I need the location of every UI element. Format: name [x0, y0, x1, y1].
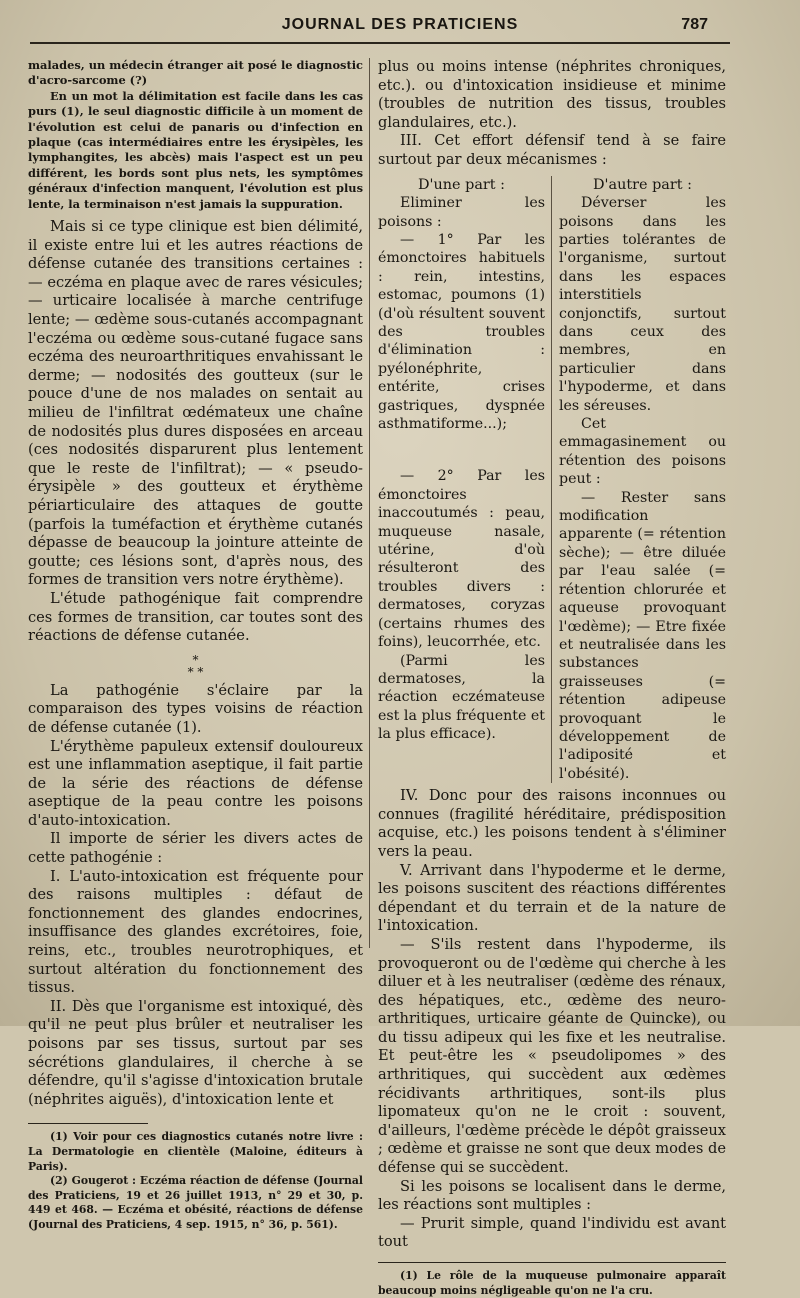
point-four-paragraph: IV. Donc pour des raisons inconnues ou connues (fragilité héréditaire, prédisposition acquise, etc.) les poisons tendent à s'éliminer vers la peau. — [378, 787, 726, 860]
footnote-1: (1) Voir pour ces diagnostics cutanés notre livre : La Dermatologie en clientèle (Maloine, éditeurs à Paris). — [28, 1130, 363, 1173]
retention-types: — Rester sans modification apparente (= rétention sèche); — être diluée par l'eau salée (= rétention chlorurée et aqueuse provoquant l'œdème); — Etre fixée et neutralisée dans les substances graisseuses (= rétention adipeuse provoquant le développement de l'adiposité et l'obésité). — [559, 489, 726, 782]
point-one-paragraph: I. L'auto-intoxication est fréquente pour des raisons multiples : défaut de fonctionnement des glandes endocrines, insuffisance des glandes excrétoires, foie, reins, etc., troubles neurotrophiques, et surtout altération du fonctionnement des tissus. — [28, 867, 363, 997]
derm-paragraph: Si les poisons se localisent dans le derme, les réactions sont multiples : — [378, 1177, 726, 1214]
right-footnote: (1) Le rôle de la muqueuse pulmonaire apparaît beaucoup moins négligeable qu'on ne l'a cru. — [378, 1269, 726, 1297]
header-rule — [30, 42, 730, 44]
right-footnote-rule — [378, 1262, 726, 1263]
pathogenesis-paragraph: La pathogénie s'éclaire par la comparaison des types voisins de réaction de défense cutanée (1). — [28, 681, 363, 736]
eliminate-heading: Eliminer les poisons : — [378, 195, 545, 230]
transitions-paragraph: Mais si ce type clinique est bien délimité, il existe entre lui et les autres réactions de défense cutanée des transitions certaines : — eczéma en plaque avec de rares vésicules; — urticaire localisée à marche centrifuge lente; — œdème sous-cutanés accompagnant l'eczéma ou œdème sous-cutané fugace sans eczéma des neuroarthritiques envahissant le derme; — nodosités des goutteux (sur le pouce d'une de nos malades on sentait au milieu de l'infiltrat œdémateux une chaîne de nodosités plus dures disposées en arceau (ces nodosités disparurent plus lentement que le reste de l'infiltrat); — « pseudo-érysipèle » des goutteux et érythème périarticulaire des attaques de goutte (parfois la tuméfaction et érythème cutanés dépasse de beaucoup la jointure atteinte de goutte; ces lésions sont, d'après nous, des formes de transition vers notre érythème). — [28, 218, 363, 589]
prurit-paragraph: — Prurit simple, quand l'individu est avant tout — [378, 1214, 726, 1251]
asterisk-top: * — [192, 652, 199, 667]
journal-title: JOURNAL DES PRATICIENS — [281, 16, 519, 33]
left-column — [28, 58, 363, 1231]
mechanism-elimination — [378, 176, 545, 784]
pathogenic-study-paragraph: L'étude pathogénique fait comprendre ces formes de transition, car toutes sont des réactions de défense cutanée. — [28, 589, 363, 645]
footnote-rule — [28, 1123, 148, 1124]
section-break — [28, 654, 363, 678]
unusual-emunctories: — 2° Par les émonctoires inaccoutumés : peau, muqueuse nasale, utérine, d'où résulteront des troubles divers : dermatoses, coryzas (certains rhumes des foins), leucorrhée, etc. — [378, 468, 545, 651]
asterisk-bottom: * * — [187, 664, 204, 679]
subcolumn-heading-left: D'une part : — [418, 176, 505, 193]
right-column — [378, 58, 726, 1297]
running-header — [0, 14, 800, 40]
differential-paragraph: En un mot la délimitation est facile dans les cas purs (1), le seul diagnostic difficile à un moment de l'évolution est celui de panaris ou d'infection en plaque (cas intermédiaires entre les érysipèles, les lymphangites, les abcès) mais l'aspect est un peu différent, les bords sont plus nets, les symptômes généraux d'infection manquent, l'évolution est plus lente, la terminaison n'est jamais la suppuration. — [28, 88, 363, 211]
mechanism-retention — [559, 176, 726, 784]
point-five-paragraph: V. Arrivant dans l'hypoderme et le derme, les poisons suscitent des réactions différentes dépendant et du terrain et de la nature de l'intoxication. — [378, 861, 726, 935]
subcolumn-separator — [551, 176, 552, 784]
deposit-poisons: Déverser les poisons dans les parties tolérantes de l'organisme, surtout dans les espaces interstitiels conjonctifs, surtout dans ceux des membres, en particulier dans l'hypoderme, et dans les séreuses. — [559, 195, 726, 414]
storage-intro: Cet emmagasinement ou rétention des poisons peut : — [559, 416, 726, 488]
erythema-paragraph: L'érythème papuleux extensif douloureux est une inflammation aseptique, il fait partie de la série des réactions de défense aseptique de la peau contre les poisons d'auto-intoxication. — [28, 737, 363, 829]
two-mechanisms-table — [378, 176, 726, 784]
point-three-paragraph: III. Cet effort défensif tend à se faire surtout par deux mécanismes : — [378, 132, 726, 168]
habitual-emunctories: — 1° Par les émonctoires habituels : rein, intestins, estomac, poumons (1) (d'où résultent souvent des troubles d'élimination : pyélonéphrite, entérite, crises gastriques, dyspnée asthmatiforme...); — [378, 231, 545, 433]
eczema-note: (Parmi les dermatoses, la réaction eczémateuse est la plus fréquente et la plus efficace). — [378, 652, 545, 743]
footnote-2: (2) Gougerot : Eczéma réaction de défense (Journal des Praticiens, 19 et 26 juillet 1913, n° 29 et 30, p. 449 et 468. — Eczéma et obésité, réactions de défense (Journal des Praticiens, 4 sep. 1915, n° 36, p. 561). — [28, 1174, 363, 1231]
intro-fragment: malades, un médecin étranger ait posé le diagnostic d'acro-sarcome (?) — [28, 58, 363, 88]
point-two-paragraph: II. Dès que l'organisme est intoxiqué, dès qu'il ne peut plus brûler et neutraliser les poisons par ses tissus, surtout par ses sécrétions glandulaires, il cherche à se défendre, qu'il s'agisse d'intoxication brutale (néphrites aiguës), d'intoxication lente et — [28, 997, 363, 1108]
hypoderm-paragraph: — S'ils restent dans l'hypoderme, ils provoqueront ou de l'œdème qui cherche à les diluer et à les neutraliser (œdème des rénaux, des hépatiques, etc., œdème des neuro-arthritiques, urticaire géante de Quincke), ou du tissu adipeux qui les fixe et les neutralise. Et peut-être les « pseudolipomes » des arthritiques, qui succèdent aux œdèmes récidivants arthritiques, sont-ils plus lipomateux qu'on ne le croit : souvent, d'ailleurs, l'œdème précède le dépôt graisseux ; œdème et graisse ne sont que deux modes de défense qui se succèdent. — [378, 935, 726, 1177]
subcolumn-heading-right: D'autre part : — [593, 176, 692, 193]
continuation-paragraph: plus ou moins intense (néphrites chroniques, etc.). ou d'intoxication insidieuse et minime (troubles de nutrition des tissus, troubles glandulaires, etc.). — [378, 58, 726, 131]
seriation-paragraph: Il importe de sérier les divers actes de cette pathogénie : — [28, 830, 363, 867]
page-number: 787 — [681, 16, 708, 33]
column-separator — [369, 58, 370, 948]
